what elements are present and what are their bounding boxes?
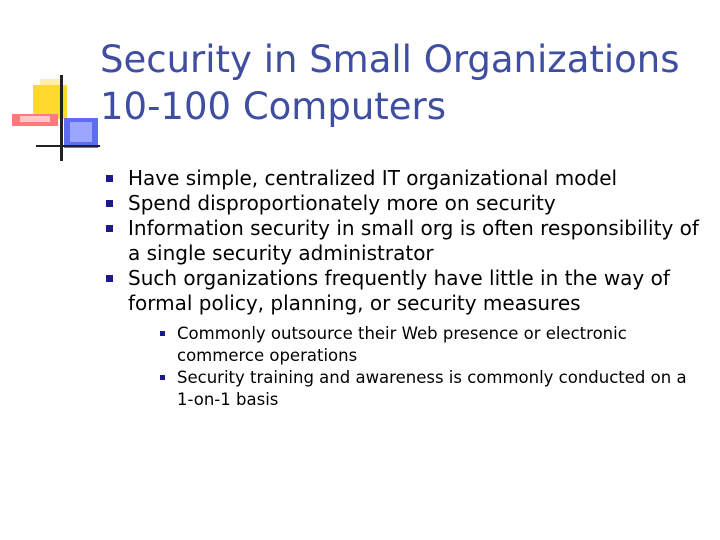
- bullet-text: Such organizations frequently have little in the way of formal policy, planning, or security measures: [128, 266, 670, 315]
- title-line-1: Security in Small Organizations: [100, 38, 680, 81]
- title-line-2: 10-100 Computers: [100, 85, 447, 128]
- deco-pink-bar: [20, 116, 50, 122]
- deco-vertical-line: [60, 75, 63, 161]
- slide-title: [100, 36, 700, 130]
- bullet-square-icon: [106, 275, 113, 282]
- sub-bullet-square-icon: [160, 331, 165, 336]
- sub-bullet-text: Commonly outsource their Web presence or electronic commerce operations: [177, 324, 627, 365]
- bullet-text: Spend disproportionately more on security: [128, 191, 556, 215]
- sub-bullet-square-icon: [160, 375, 165, 380]
- sub-bullet-item: [160, 323, 706, 367]
- sub-bullet-text: Security training and awareness is commonly conducted on a 1-on-1 basis: [177, 368, 687, 409]
- deco-horizontal-line: [36, 145, 100, 147]
- bullet-item: [108, 166, 708, 191]
- bullet-item: [108, 266, 708, 411]
- bullet-square-icon: [106, 175, 113, 182]
- sub-bullet-list: [160, 323, 706, 411]
- bullet-square-icon: [106, 225, 113, 232]
- bullet-text: Have simple, centralized IT organizational model: [128, 166, 618, 190]
- bullet-item: [108, 216, 708, 266]
- bullet-item: [108, 191, 708, 216]
- decorative-corner-graphic: [0, 0, 110, 170]
- sub-bullet-item: [160, 367, 706, 411]
- bullet-list: [108, 166, 708, 411]
- bullet-text: Information security in small org is often responsibility of a single security administrator: [128, 216, 699, 265]
- bullet-square-icon: [106, 200, 113, 207]
- deco-blue-highlight: [70, 122, 92, 142]
